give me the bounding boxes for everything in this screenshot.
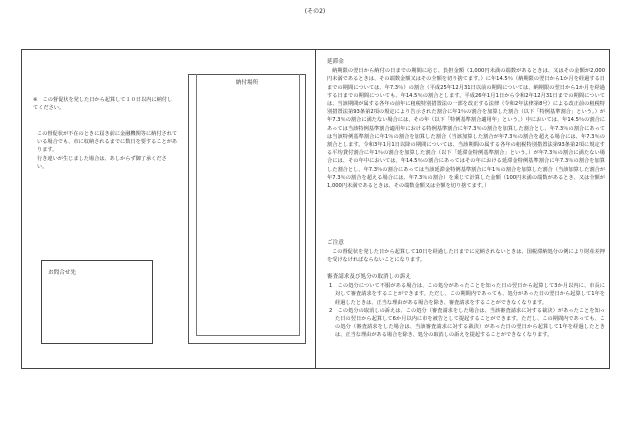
payment-location-inner-box: [196, 74, 300, 336]
contact-label: お問合せ先: [48, 270, 76, 276]
contact-box: [41, 260, 153, 344]
appeal-section: [327, 273, 605, 340]
page-number: (その2): [304, 8, 326, 15]
payment-location-title: 納付場所: [235, 80, 259, 86]
apology-note: 行き違いが生じました場合は、あしからず御了承ください。: [37, 156, 167, 170]
delinquency-body: 納期限の翌日から納付の日までの期間に応じ、負担金額（1,000円未満の端数があるときは、又はその金額が2,000円未満であるときは、その端数金額又はその全額を切り捨てます。）に年14.5％（納期限の翌日から1か月を経過する日までの期間については、年7.3％）の割合（平成25年12月31日以前の期間については、納期限の翌日から1か月を経過する日までの期間についても、年14.5％の割合とします。平成26年1月1日から令和2年12月31日までの期間については、当該期間が属する各年の前年に租税特別措置法の一部を改正する法律（令和2年法律第8号）による改正前の租税特別措置法第93条第2項の規定により告示された割合に年1％の割合を加算した割合（以下「特例基準割合」という。）が年7.3％の割合に満たない場合には、その年（以下「特例基準割合適用年」という。）中においては、年14.5％の割合にあっては当該特例基準割合適用年における特例基準割合に年7.3％の割合を加算した割合とし、年7.3％の割合にあっては当該特例基準割合に年1％の割合を加算した割合（当該加算した割合が年7.3％の割合を超える場合には、年7.3％の割合とします。令和3年1月1日以降の期間については、当該期間の属する各年の租税特別措置法第93条第2項に規定する平均貸付割合に年1％の割合を加算した割合（以下「延滞金特例基準割合」という。）が年7.3％の割合に満たない場合には、その年中においては、年14.5％の割合にあってはその年における延滞金特例基準割合に年7.3％の割合を加算した割合とし、年7.3％の割合にあっては当該延滞金特例基準割合に年1％の割合を加算した割合（当該加算した割合が年7.3％の割合を超える場合には、年7.3％の割合）を乗じて計算した金額（100円未満の端数があるとき、又は全額が1,000円未満であるときは、その端数金額又は全額を切り捨てます。）: [327, 68, 605, 190]
appeal-heading: 審査請求及び処分の取消しの訴え: [327, 274, 411, 280]
caution-section: [327, 239, 605, 265]
caution-heading: ご注意: [327, 240, 344, 246]
center-divider: [315, 49, 316, 369]
delinquency-section: [327, 58, 605, 190]
bank-payment-note: この督促状が不在のときに届き前に金融機関等に納付されている場合でも、市に収納されるまでに数日を要することがあります。: [37, 131, 178, 153]
caution-body: この督促状を発した日から起算して10日を経過した日までに完納されないときは、国税滞納処分の例により財産差押を受けなければならないことになります。: [327, 249, 605, 264]
delinquency-heading: 延滞金: [327, 59, 344, 65]
appeal-item-2: 2 この処分の取消しの訴えは、この処分（審査請求をした場合は、当該審査請求に対する裁決）があったことを知った日の翌日から起算して6か月以内に市を被告として提起することができます。ただし、この期間内であっても、この処分（審査請求をした場合は、当該審査請求に対する裁決）があった日の翌日から起算して1年を経過したときは、正当な理由がある場合を除き、処分の取消しの訴えを提起することができなくなります。: [329, 307, 605, 339]
payment-deadline-note: ※ この督促状を発した日から起算して１０日以内に納付してください。: [33, 97, 173, 111]
appeal-item-1: 1 この処分について不服がある場合は、この処分があったことを知った日の翌日から起算して3か月以内に、市長に対して審査請求をすることができます。ただし、この期間内であっても、処分があった日の翌日から起算して1年を経過したときは、正当な理由がある場合を除き、審査請求をすることができなくなります。: [329, 283, 605, 306]
